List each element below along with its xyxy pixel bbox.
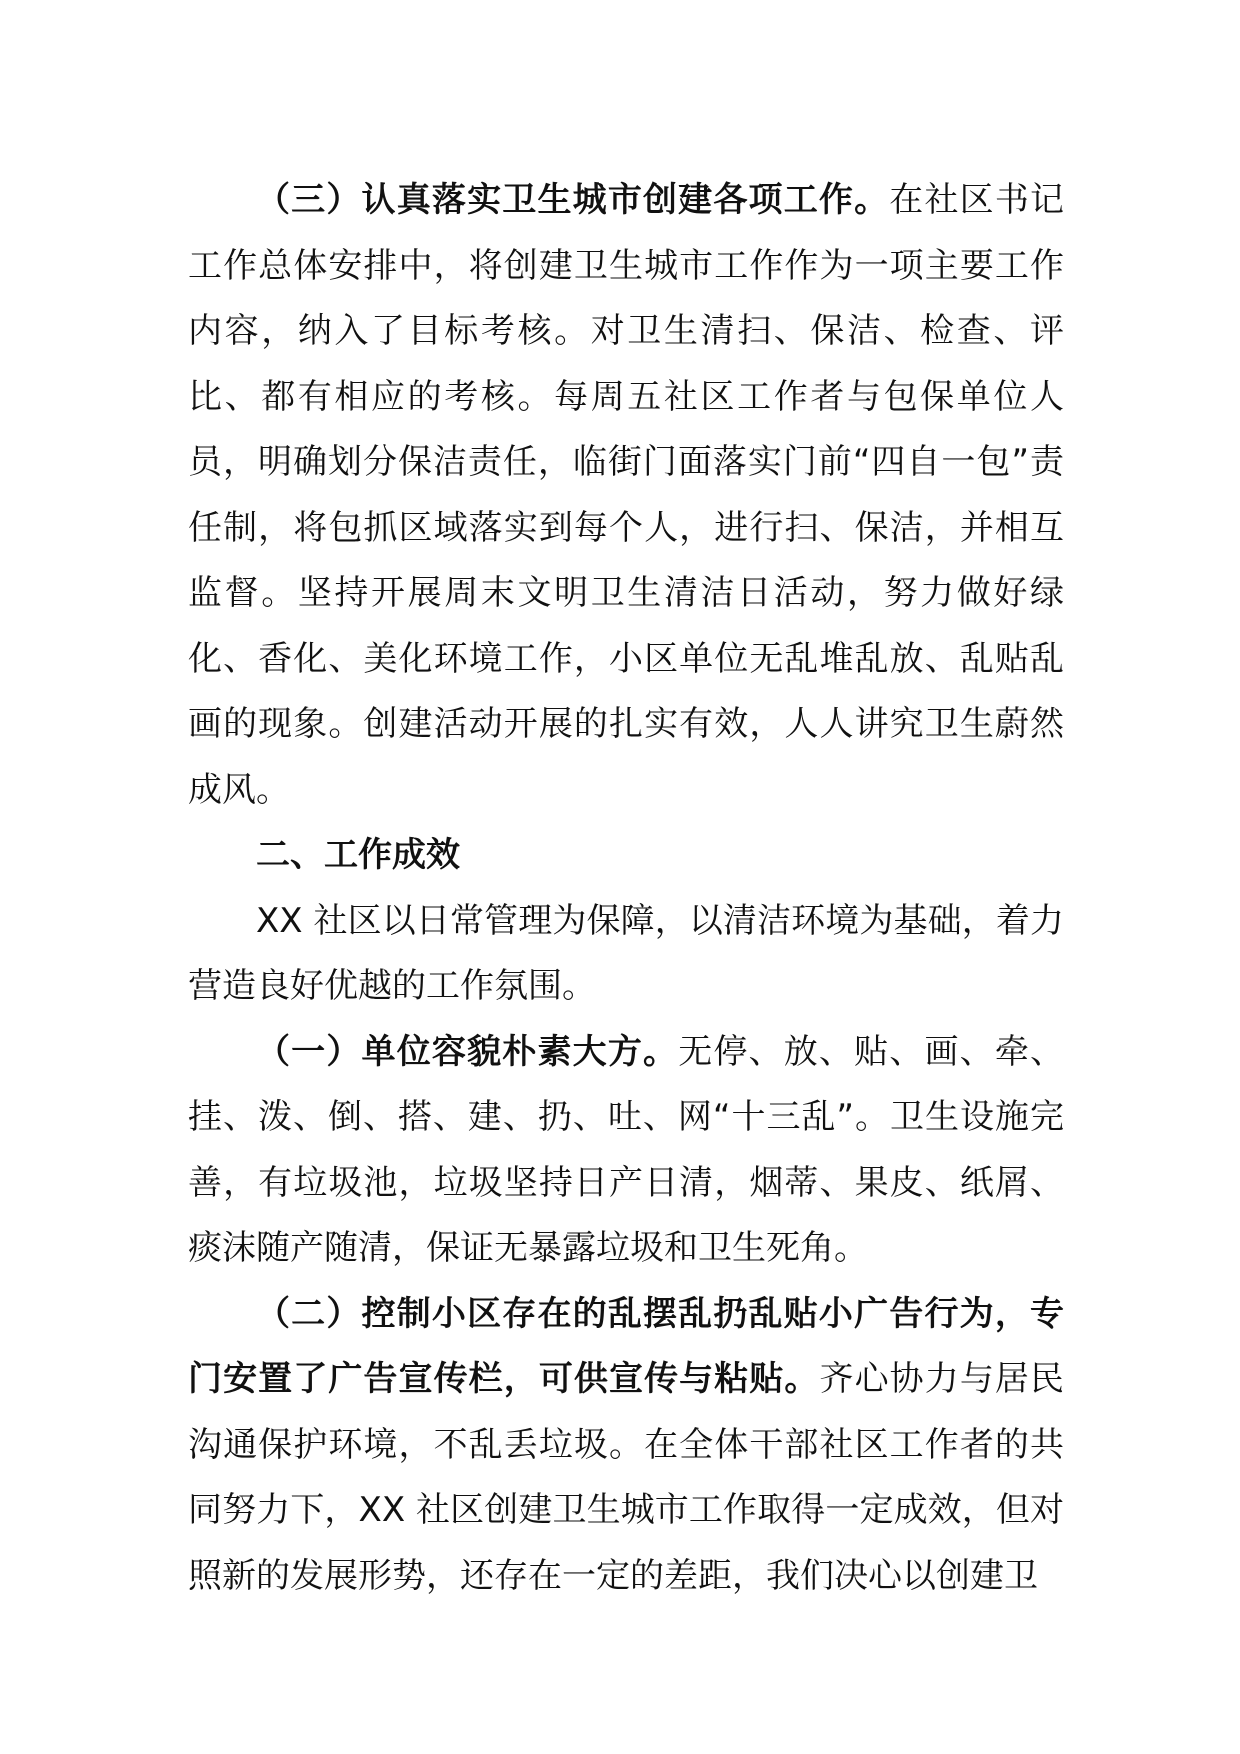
paragraph-subsection-1 [188, 1020, 1064, 1282]
paragraph-section-3 [188, 168, 1064, 823]
paragraph-heading: （二）控制小区存在的乱摆乱扔乱贴小广告行为，专门安置了广告宣传栏，可供宣传与粘贴。 [188, 1293, 1064, 1399]
paragraph-text: 无停、放、贴、画、牵、挂、泼、倒、搭、建、扔、吐、网“十三乱”。卫生设施完善，有垃圾池，垃圾坚持日产日清，烟蒂、果皮、纸屑、痰沫随产随清，保证无暴露垃圾和卫生死角。 [188, 1031, 1065, 1268]
section-heading-text: 二、工作成效 [256, 835, 460, 875]
paragraph-heading: （一）单位容貌朴素大方。 [256, 1031, 679, 1072]
paragraph-intro-results [188, 889, 1064, 1020]
paragraph-text: 齐心协力与居民沟通保护环境，不乱丢垃圾。在全体干部社区工作者的共同努力下，XX 社区创建卫生城市工作取得一定成效，但对照新的发展形势，还存在一定的差距，我们决心以创建卫 [188, 1359, 1064, 1596]
paragraph-text: 在社区书记工作总体安排中，将创建卫生城市工作作为一项主要工作内容，纳入了目标考核。对卫生清扫、保洁、检查、评比、都有相应的考核。每周五社区工作者与包保单位人员，明确划分保洁责任，临街门面落实门前“四自一包”责任制，将包抓区域落实到每个人，进行扫、保洁，并相互监督。坚持开展周末文明卫生清洁日活动，努力做好绿化、香化、美化环境工作，小区单位无乱堆乱放、乱贴乱画的现象。创建活动开展的扎实有效，人人讲究卫生蔚然成风。 [188, 180, 1065, 810]
document-body [188, 168, 1064, 1609]
section-heading-results [188, 823, 1064, 889]
paragraph-subsection-2 [188, 1282, 1064, 1610]
paragraph-heading: （三）认真落实卫生城市创建各项工作。 [256, 180, 890, 220]
paragraph-text: XX 社区以日常管理为保障，以清洁环境为基础，着力营造良好优越的工作氛围。 [188, 900, 1064, 1006]
